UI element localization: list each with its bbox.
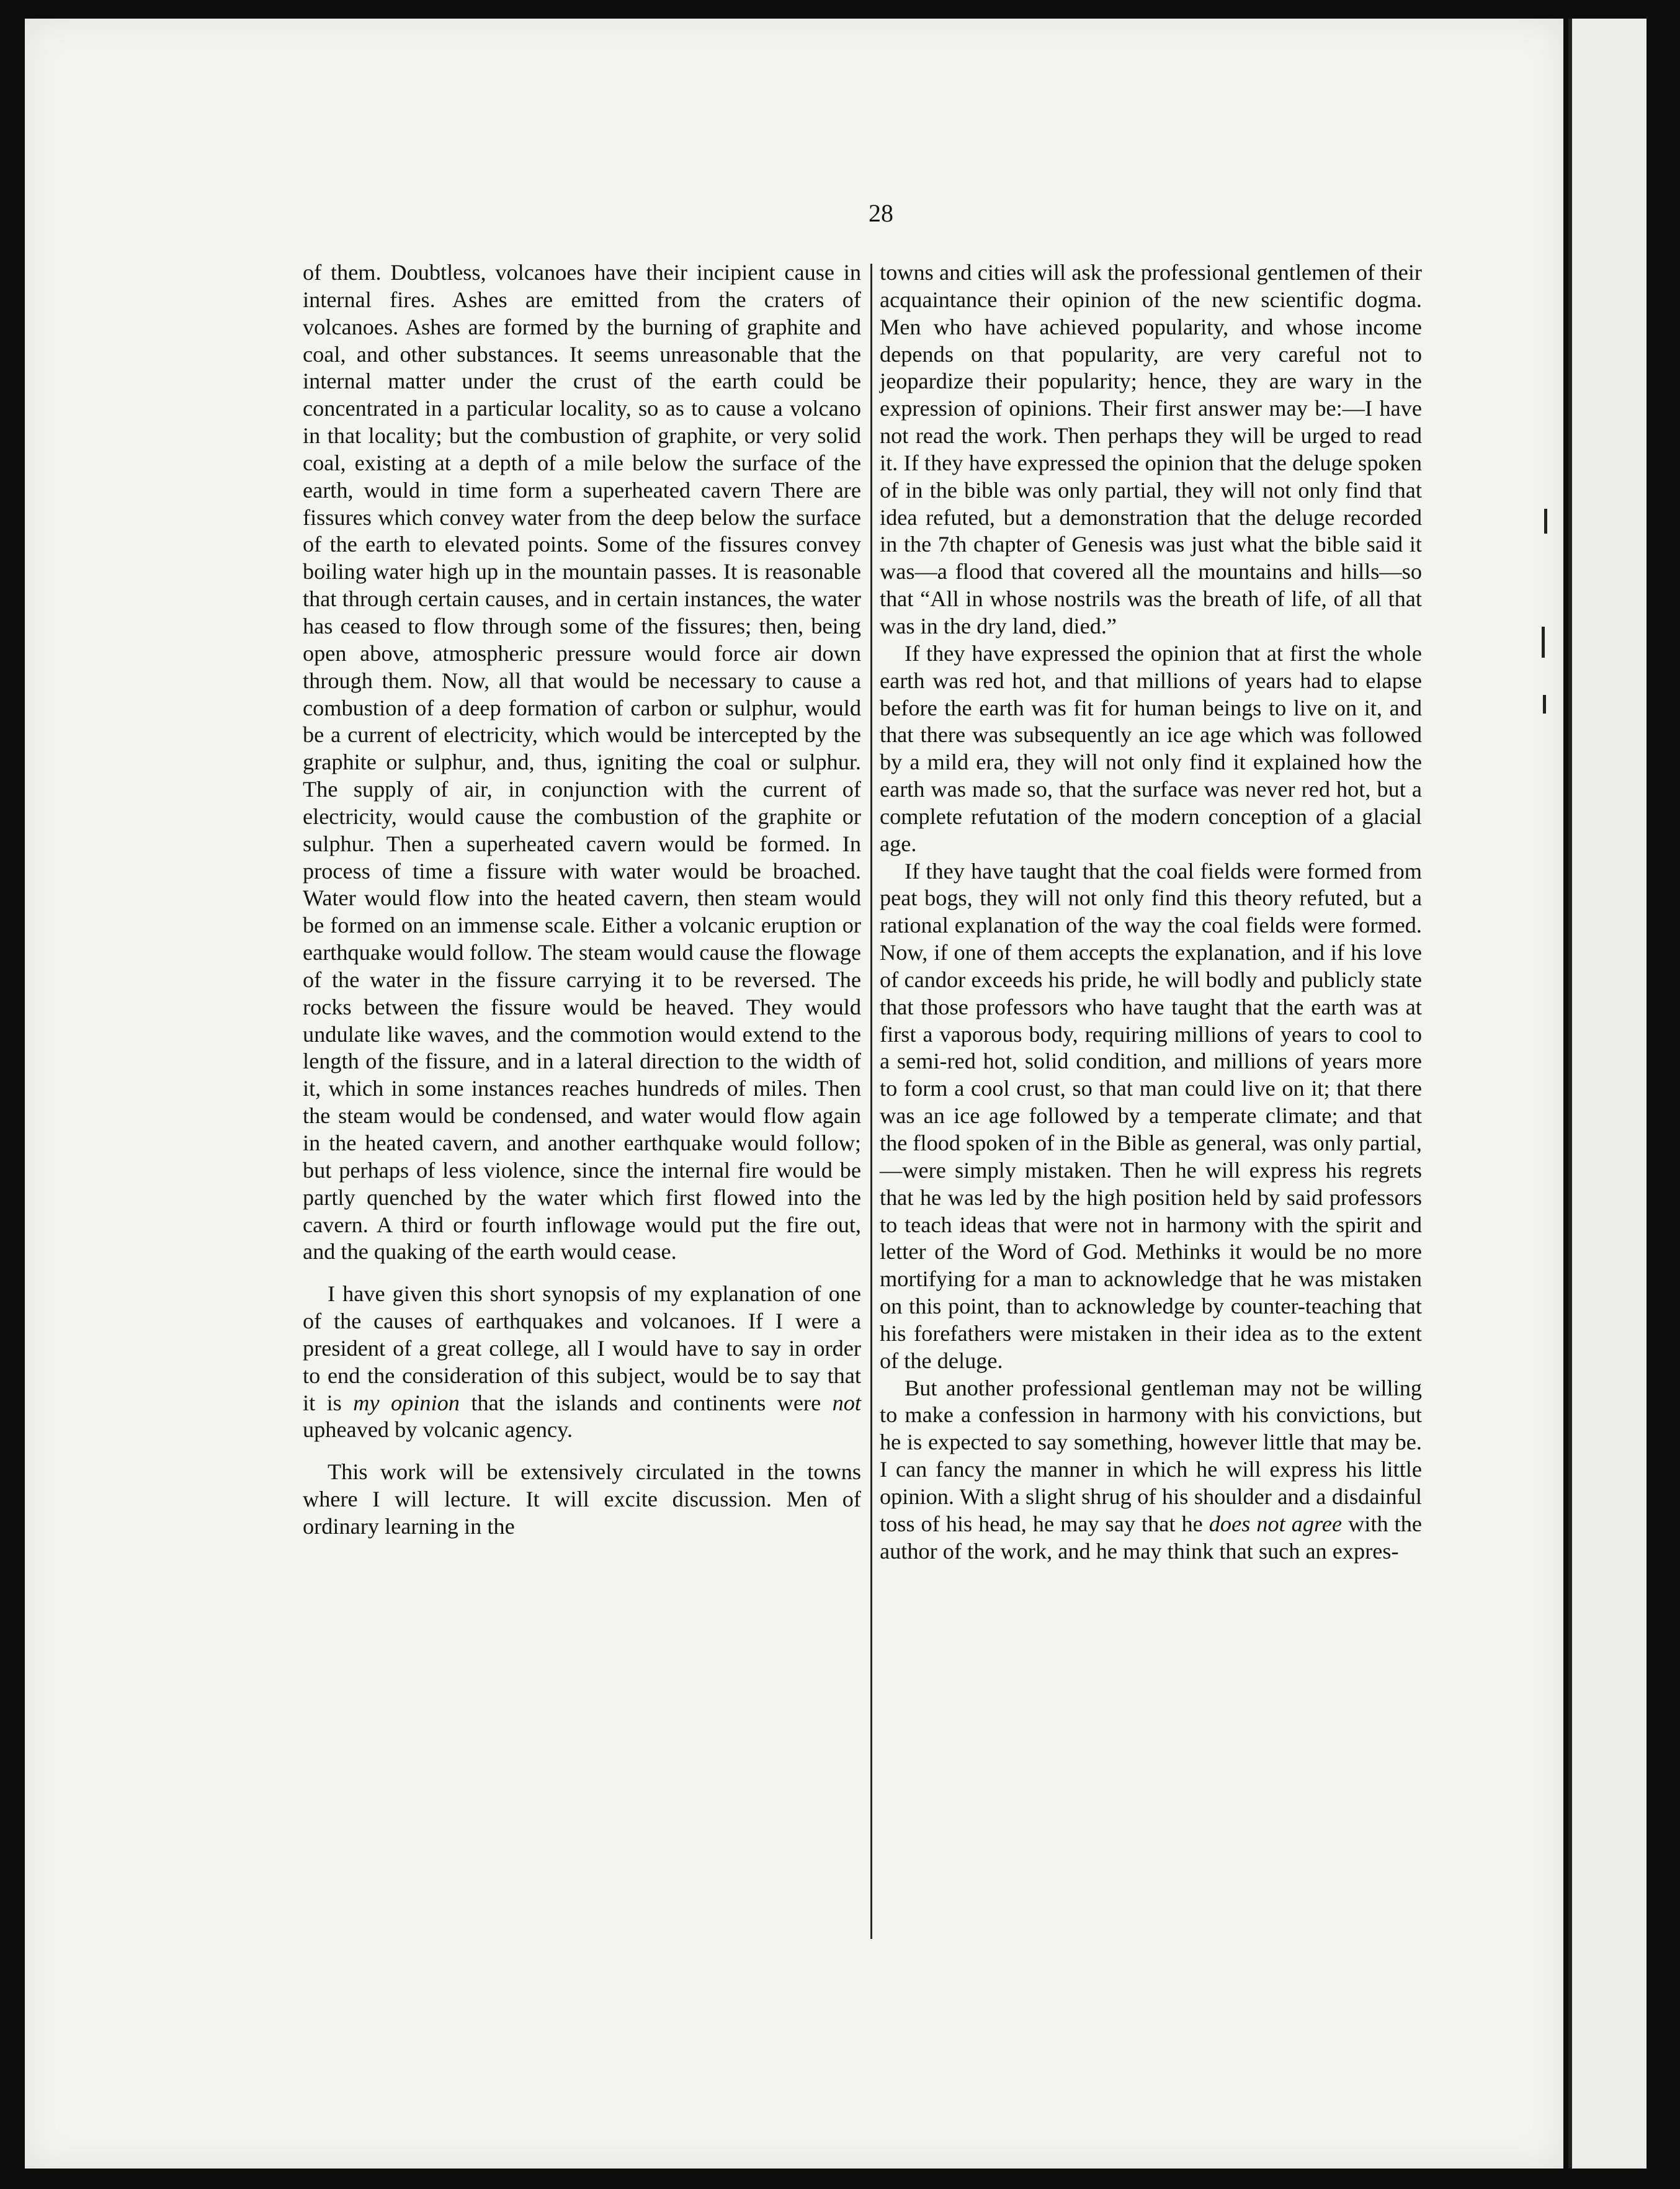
paragraph — [303, 1459, 861, 1541]
binding-mark — [1543, 695, 1546, 714]
italic-text: not — [832, 1390, 861, 1415]
column-divider — [870, 264, 872, 1939]
text-run: of them. Doubtless, volcanoes have their incipient cause in internal fires. Ashes are emitted from the craters of volcanoes. Ashes are formed by the burning of graphite and coal, and other substances. It seems unreasonable that the internal matter under the crust of the earth could be concentrated in a particular locality, so as to cause a volcano in that locality; but the combustion of graphite, or very solid coal, existing at a depth of a mile below the surface of the earth, would in time form a superheated cavern There are fissures which convey water from the deep below the surface of the earth to elevated points. Some of the fissures convey boiling water high up in the mountain passes. It is reasonable that through certain causes, and in certain instances, the water has ceased to flow through some of the fissures; then, being open above, atmospheric pressure would force air down through them. Now, all that would be necessary to cause a combustion of a deep formation of carbon or sulphur, would be a current of electricity, which would be intercepted by the graphite or sulphur, and, thus, igniting the coal or sulphur. The supply of air, in conjunction with the current of electricity, would cause the combustion of the graphite or sulphur. Then a superheated cavern would be formed. In process of time a fissure with water would be broached. Water would flow into the heated cavern, then steam would be formed on an immense scale. Either a volcanic eruption or earthquake would follow. The steam would cause the flowage of the water in the fissure carrying it to be reversed. The rocks between the fissure would be heaved. They would undulate like waves, and the commotion would extend to the length of the fissure, and in a lateral direction to the width of it, which in some instances reaches hundreds of miles. Then the steam would be condensed, and water would flow again in the heated cavern, and another earthquake would follow; but perhaps of less violence, since the internal fire would be partly quenched by the water which first flowed into the cavern. A third or fourth inflowage would put the fire out, and the quaking of the earth would cease. — [303, 260, 861, 1265]
binding-mark — [1542, 627, 1545, 658]
adjacent-page-edge — [1568, 19, 1646, 2169]
italic-text: does not agree — [1209, 1511, 1343, 1536]
paragraph — [303, 259, 861, 1266]
text-run: upheaved by volcanic agency. — [303, 1417, 573, 1443]
page-number: 28 — [869, 199, 893, 227]
paragraph — [880, 858, 1422, 1375]
text-run: towns and cities will ask the professional gentlemen of their acquaintance their opinion of the new scientific dogma. Men who have achieved popularity, and whose income depends on that popularity, are very careful not to jeopardize their popularity; hence, they are wary in the expression of opinions. Their first answer may be:—I have not read the work. Then perhaps they will be urged to read it. If they have expressed the opinion that the deluge spoken of in the bible was only partial, they will not only find that idea refuted, but a demonstration that the deluge recorded in the 7th chapter of Genesis was just what the bible said it was—a flood that covered all the mountains and hills—so that “All in whose nostrils was the breath of life, of all that was in the dry land, died.” — [880, 260, 1422, 638]
text-run: If they have taught that the coal fields were formed from peat bogs, they will not only find this theory refuted, but a rational explanation of the way the coal fields were formed. Now, if one of them accepts the explanation, and if his love of candor exceeds his pride, he will bodly and publicly state that those professors who have taught that the earth was at first a vaporous body, requiring millions of years to cool to a semi-red hot, solid condition, and millions of years more to form a cool crust, so that man could live on it; that there was an ice age followed by a temperate climate; and that the flood spoken of in the Bible as general, was only partial,—were simply mistaken. Then he will express his regrets that he was led by the high position held by said professors to teach ideas that were not in harmony with the spirit and letter of the Word of God. Methinks it would be no more mortifying for a man to acknowledge that he was mistaken on this point, than to acknowledge by counter-teaching that his forefathers were mistaken in their idea as to the extent of the deluge. — [880, 858, 1422, 1373]
italic-text: my opinion — [353, 1390, 460, 1415]
text-run: I have given this short synopsis of my explanation of one of the causes of earthquakes and volcanoes. If I were a president of a great college, all I would have to say in order to end the consideration of this subject, would be to say that it is — [303, 1281, 861, 1415]
binding-mark — [1544, 509, 1547, 534]
left-column — [303, 259, 861, 2021]
text-run: If they have expressed the opinion that at first the whole earth was red hot, and that millions of years had to elapse before the earth was fit for human beings to live on it, and that there was subsequently an ice age which was followed by a mild era, they will not only find it explained how the earth was made so, that the surface was never red hot, but a complete refutation of the modern conception of a glacial age. — [880, 640, 1422, 856]
text-run: But another professional gentleman may not be willing to make a confession in harmony with his convictions, but he is expected to say something, however little that may be. I can fancy the manner in which he will express his little opinion. With a slight shrug of his shoulder and a disdainful toss of his head, he may say that he — [880, 1375, 1422, 1536]
binding-marks — [1535, 509, 1554, 757]
text-run: that the islands and continents were — [459, 1390, 833, 1415]
text-run: with the author of the work, and he may think that such an expres- — [880, 1511, 1422, 1564]
paragraph — [880, 259, 1422, 640]
paragraph — [880, 1375, 1422, 1565]
text-run: This work will be extensively circulated in the towns where I will lecture. It will excite discussion. Men of ordinary learning in the — [303, 1459, 861, 1539]
right-column — [880, 259, 1422, 2021]
paragraph — [303, 1281, 861, 1444]
paragraph — [880, 640, 1422, 858]
